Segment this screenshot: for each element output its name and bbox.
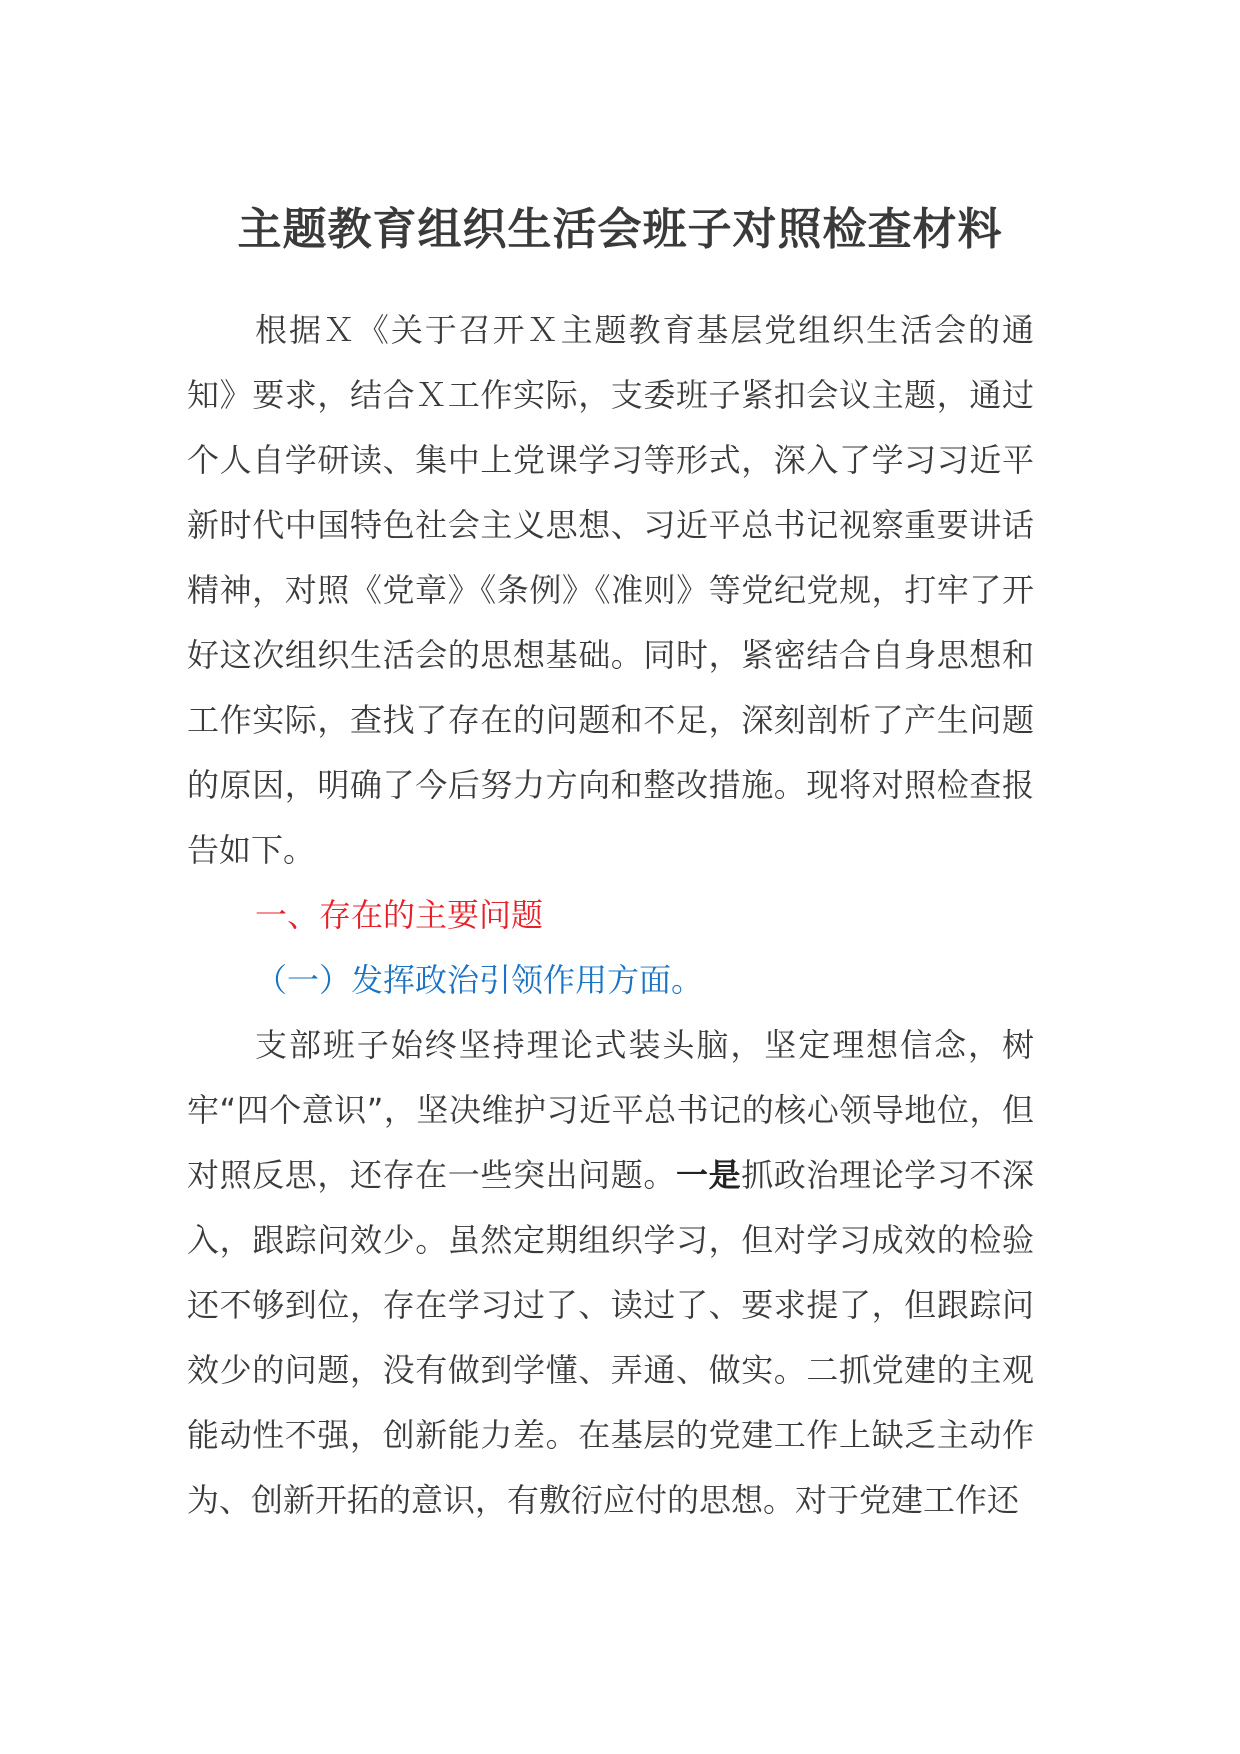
- emphasis-text: 一是: [675, 1156, 742, 1194]
- document-title: 主题教育组织生活会班子对照检查材料: [237, 204, 1003, 255]
- subsection-heading: （一）发挥政治引领作用方面。: [255, 961, 704, 999]
- paragraph-text-continued: 抓政治理论学习不深入，跟踪问效少。虽然定期组织学习，但对学习成效的检验还不够到位，存在学习过了、读过了、要求提了，但跟踪问效少的问题，没有做到学懂、弄通、做实。二抓党建的主观能动性不强，创新能力差。在基层的党建工作上缺乏主动作为、创新开拓的意识，有敷衍应付的思想。对于党建工作还: [187, 1156, 1034, 1519]
- intro-paragraph: 根据Ｘ《关于召开Ｘ主题教育基层党组织生活会的通知》要求，结合Ｘ工作实际，支委班子紧扣会议主题，通过个人自学研读、集中上党课学习等形式，深入了学习习近平新时代中国特色社会主义思想、习近平总书记视察重要讲话精神，对照《党章》《条例》《准则》等党纪党规，打牢了开好这次组织生活会的思想基础。同时，紧密结合自身思想和工作实际，查找了存在的问题和不足，深刻剖析了产生问题的原因，明确了今后努力方向和整改措施。现将对照检查报告如下。: [187, 311, 1034, 869]
- document-body: [187, 298, 1034, 1533]
- body-paragraph: [187, 1013, 1034, 1533]
- section-heading: 一、存在的主要问题: [255, 896, 544, 934]
- paragraph-text: 支部班子始终坚持理论式装头脑，坚定理想信念，树牢“四个意识”，坚决维护习近平总书记的核心领导地位，但对照反思，还存在一些突出问题。: [187, 1026, 1034, 1194]
